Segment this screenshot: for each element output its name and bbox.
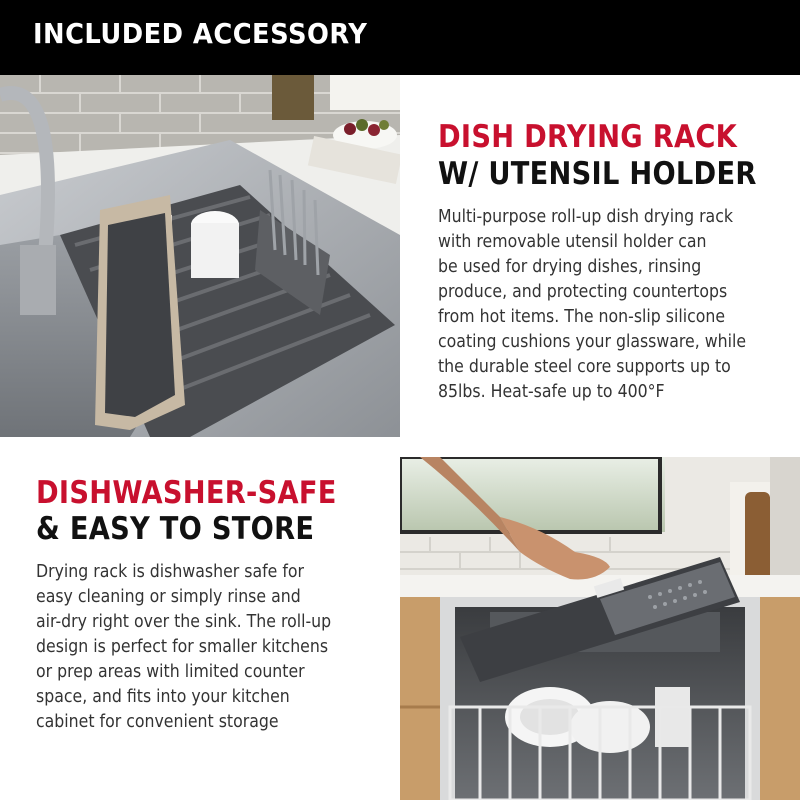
section1-heading-red: DISH DRYING RACK [438,119,738,155]
section2-line: design is perfect for smaller kitchens [36,637,329,657]
header-banner [0,0,800,75]
banner-title: INCLUDED ACCESSORY [33,17,368,50]
section2-heading-black: & EASY TO STORE [36,511,315,547]
section2-line: easy cleaning or simply rinse and [36,587,301,607]
section1-line: Multi-purpose roll-up dish drying rack [438,207,734,227]
section2-line: air-dry right over the sink. The roll-up [36,612,332,632]
section1-heading-black: W/ UTENSIL HOLDER [438,156,757,192]
dishwasher-photo [400,457,800,800]
section2-heading-red: DISHWASHER-SAFE [36,475,337,511]
section2-line: Drying rack is dishwasher safe for [36,562,305,582]
section2-line: or prep areas with limited counter [36,662,305,682]
section2-paragraph [36,560,331,735]
section1-line: with removable utensil holder can [438,232,707,252]
section2-line: space, and fits into your kitchen [36,687,290,707]
sink-drying-rack-photo [0,75,400,437]
section1-line: produce, and protecting countertops [438,282,728,302]
section1-line: 85lbs. Heat-safe up to 400°F [438,382,665,402]
section1-line: coating cushions your glassware, while [438,332,747,352]
section1-paragraph [438,205,746,405]
section1-line: the durable steel core supports up to [438,357,731,377]
section1-line: from hot items. The non-slip silicone [438,307,726,327]
section1-line: be used for drying dishes, rinsing [438,257,702,277]
section2-line: cabinet for convenient storage [36,712,279,732]
